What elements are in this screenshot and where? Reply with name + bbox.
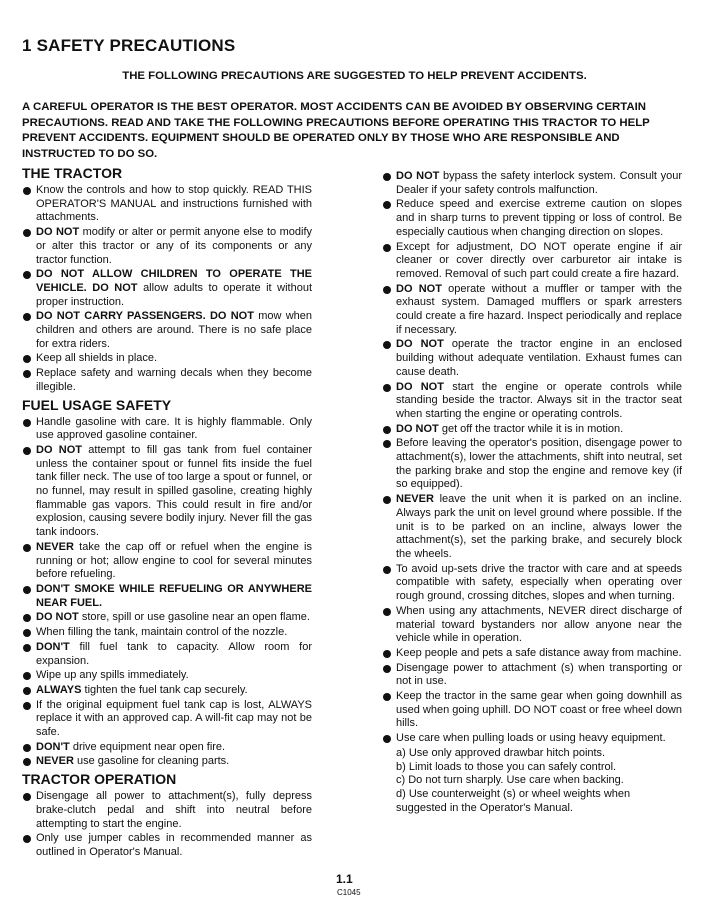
item-text: attempt to fill gas tank from fuel container unless the container spout or funnel fits inside the fuel tank filler neck. The use of too large a spout or funnel, or no funnel, may result in spilled gasoline, creating highly flammable gas vapors. This could result in fire and/or explosion, causing severe bodily injury. Never fill the gas tank indoors.	[36, 443, 312, 539]
emphasis-text: DO NOT	[396, 170, 440, 182]
item-text: If the original equipment fuel tank cap is lost, ALWAYS replace it with an approved cap. A will-fit cap may not be safe.	[36, 698, 312, 739]
section-heading-fuel: FUEL USAGE SAFETY	[22, 396, 172, 413]
list-item	[382, 381, 682, 422]
item-text: Wipe up any spills immediately.	[36, 669, 189, 682]
emphasis-text: DO NOT	[396, 282, 442, 295]
item-text: Disengage power to attachment (s) when transporting or not in use.	[396, 661, 682, 688]
item-text: When using any attachments, NEVER direct discharge of material toward bystanders nor allow anyone near the vehicle while in operation.	[396, 604, 682, 645]
list-item	[382, 437, 682, 492]
list-item	[22, 583, 312, 610]
operation-list	[22, 790, 312, 860]
list-item	[22, 669, 312, 683]
list-item	[22, 444, 312, 540]
list-item	[382, 338, 682, 379]
item-text: store, spill or use gasoline near an open flame.	[78, 611, 310, 624]
emphasis-text: DO NOT	[396, 338, 444, 351]
item-text: To avoid up-sets drive the tractor with care and at speeds compatible with safety, especially when operating over rough ground, crossing ditches, slopes and when turning.	[396, 562, 682, 603]
emphasis-text: NEVER	[396, 493, 434, 506]
sub-list	[382, 747, 682, 816]
item-text: fill fuel tank to capacity. Allow room for expansion.	[36, 640, 312, 667]
list-item	[22, 790, 312, 831]
item-text: modify or alter or permit anyone else to modify or alter this tractor or any of its components or any tractor function.	[36, 226, 312, 266]
item-text: tighten the fuel tank cap securely.	[81, 683, 248, 696]
item-text: bypass the safety interlock system. Consult your Dealer if your safety controls malfunction.	[396, 170, 682, 196]
list-item	[22, 611, 312, 625]
emphasis-text: DO NOT	[36, 611, 79, 624]
operation-list-continued	[382, 170, 682, 746]
list-item	[22, 352, 312, 366]
subtitle: THE FOLLOWING PRECAUTIONS ARE SUGGESTED TO HELP PREVENT ACCIDENTS.	[122, 70, 587, 82]
item-text: start the engine or operate controls while standing beside the tractor. Always sit in the tractor seat when starting the engine or operating controls.	[396, 380, 683, 420]
emphasis-text: NEVER	[36, 755, 74, 768]
list-item	[22, 184, 312, 225]
list-item	[22, 268, 312, 309]
item-text: get off the tractor while it is in motion.	[438, 422, 624, 435]
right-column	[382, 170, 682, 815]
list-item	[22, 741, 312, 755]
list-item	[382, 423, 682, 437]
emphasis-text: DO NOT	[396, 422, 439, 435]
section-heading-operation: TRACTOR OPERATION	[22, 771, 177, 788]
item-text: operate without a muffler or tamper with the exhaust system. Damaged mufflers or spark arresters could create a fire hazard. Inspect periodically and replace if necessary.	[396, 282, 683, 336]
list-item	[382, 283, 682, 338]
item-text: Know the controls and how to stop quickly. READ THIS OPERATOR'S MANUAL and instructions furnished with attachments.	[36, 184, 312, 224]
item-text: allow adults to operate it without proper instruction.	[36, 281, 313, 308]
item-text: Disengage all power to attachment(s), fully depress brake-clutch pedal and shift into neutral before attempting to start the engine.	[36, 790, 312, 830]
emphasis-text: NEVER	[36, 540, 74, 553]
list-item	[382, 563, 682, 604]
list-item	[382, 198, 682, 239]
list-item	[22, 226, 312, 267]
item-text: When filling the tank, maintain control of the nozzle.	[36, 626, 288, 639]
sub-list-item: b) Limit loads to those you can safely control.	[396, 760, 617, 773]
intro-paragraph: A CAREFUL OPERATOR IS THE BEST OPERATOR. MOST ACCIDENTS CAN BE AVOIDED BY OBSERVING CERTAIN PRECAUTIONS. READ AND TAKE THE FOLLOWING PRECAUTIONS BEFORE OPERATING THIS TRACTOR TO HELP PREVENT ACCIDENTS. EQUIPMENT SHOULD BE OPERATED ONLY BY THOSE WHO ARE RESPONSIBLE AND INSTRUCTED TO DO SO.	[22, 101, 650, 160]
item-text: Only use jumper cables in recommended manner as outlined in Operator's Manual.	[36, 832, 312, 858]
item-text: take the cap off or refuel when the engine is running or hot; allow engine to cool for several minutes before refueling.	[36, 540, 312, 581]
emphasis-text: DON'T	[36, 740, 70, 753]
item-text: Before leaving the operator's position, disengage power to attachment(s), lower the attachments, shift into neutral, set the parking brake and stop the engine and remove key (if so equipped).	[396, 437, 682, 491]
page-number: 1.1	[336, 872, 353, 886]
list-item	[22, 416, 312, 443]
list-item	[382, 690, 682, 731]
item-text: Except for adjustment, DO NOT operate engine if air cleaner or cover directly over carburetor air intake is removed. Removal of such part could create a fire hazard.	[396, 240, 682, 280]
emphasis-text: DO NOT ALLOW CHILDREN TO OPERATE THE VEHICLE. DO NOT	[36, 268, 312, 294]
item-text: Reduce speed and exercise extreme caution on slopes and in sharp turns to prevent tipping or loss of control. Be especially cautious when changing direction on slopes.	[396, 198, 682, 238]
list-item	[382, 647, 682, 661]
item-text: Replace safety and warning decals when they become illegible.	[36, 367, 312, 393]
emphasis-text: DO NOT	[396, 380, 444, 393]
list-item	[22, 832, 312, 859]
item-text: use gasoline for cleaning parts.	[73, 755, 230, 768]
emphasis-text: DO NOT	[36, 443, 82, 456]
list-item	[22, 626, 312, 640]
item-text: Keep the tractor in the same gear when going downhill as used when going uphill. DO NOT coast or free wheel down hills.	[396, 690, 682, 730]
item-text: operate the tractor engine in an enclosed building without adequate ventilation. Exhaust fumes can cause death.	[396, 338, 683, 378]
list-item	[382, 732, 682, 746]
list-item	[22, 541, 312, 582]
list-item	[382, 605, 682, 646]
sub-list-item: d) Use counterweight (s) or wheel weights when suggested in the Operator's Manual.	[396, 787, 631, 814]
list-item	[382, 493, 682, 562]
list-item	[22, 367, 312, 394]
sub-list-item: a) Use only approved drawbar hitch points.	[396, 746, 606, 759]
document-code: C1045	[337, 888, 361, 897]
item-text: Keep people and pets a safe distance away from machine.	[396, 646, 682, 659]
list-item	[22, 755, 312, 769]
item-text: drive equipment near open fire.	[69, 740, 226, 753]
tractor-list	[22, 184, 312, 395]
emphasis-text: ALWAYS	[36, 683, 82, 696]
emphasis-text: DON'T	[36, 640, 70, 653]
item-text: mow when children and others are around. There is no safe place for extra riders.	[36, 310, 312, 350]
item-text: leave the unit when it is parked on an incline. Always park the unit on level ground where possible. If the unit is to be parked on an incline, always lower the attachment(s), set the parking brake, and securely block the wheels.	[396, 493, 682, 560]
item-text: Keep all shields in place.	[36, 352, 158, 365]
emphasis-text: DO NOT CARRY PASSENGERS. DO NOT	[36, 310, 254, 323]
list-item	[22, 310, 312, 351]
list-item	[22, 641, 312, 668]
emphasis-text: DO NOT	[36, 226, 80, 239]
list-item	[22, 684, 312, 698]
list-item	[22, 699, 312, 740]
sub-list-item: c) Do not turn sharply. Use care when backing.	[396, 774, 624, 787]
fuel-list	[22, 416, 312, 770]
left-column	[22, 163, 312, 861]
page-title: 1 SAFETY PRECAUTIONS	[22, 36, 236, 55]
section-heading-tractor: THE TRACTOR	[22, 165, 123, 181]
item-text: Handle gasoline with care. It is highly flammable. Only use approved gasoline container.	[36, 415, 312, 442]
list-item	[382, 241, 682, 282]
emphasis-text: DON'T SMOKE WHILE REFUELING OR ANYWHERE NEAR FUEL.	[36, 582, 312, 609]
item-text: Use care when pulling loads or using heavy equipment.	[396, 732, 666, 745]
list-item	[382, 170, 682, 197]
list-item	[382, 662, 682, 689]
